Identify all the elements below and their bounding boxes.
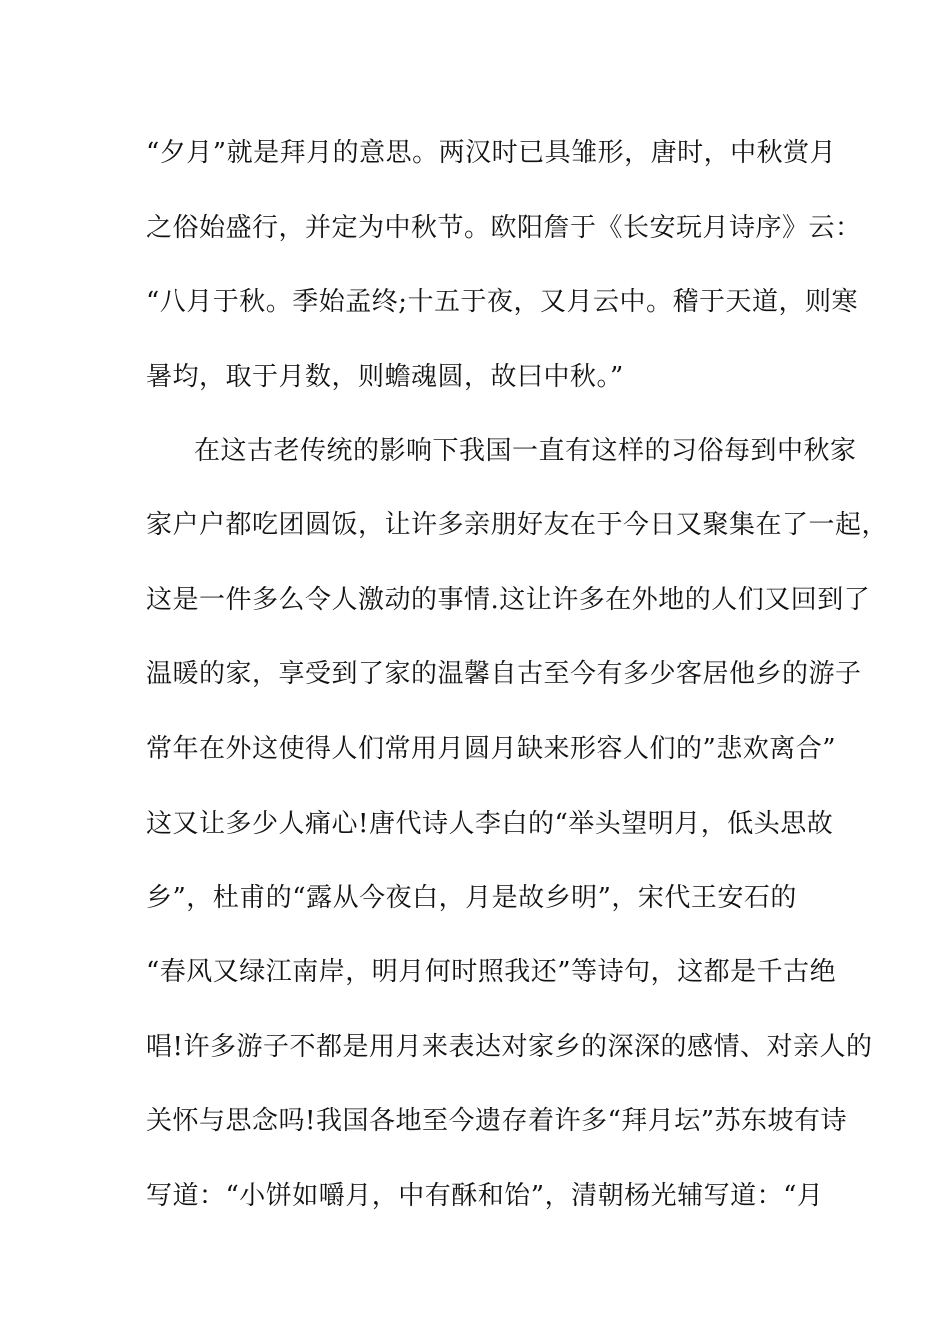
text-line: 乡”，杜甫的“露从今夜白，月是故乡明”，宋代王安石的: [146, 883, 797, 913]
text-line: 这又让多少人痛心!唐代诗人李白的“举头望明月，低头思故: [146, 809, 834, 839]
text-line: 写道：“小饼如嚼月，中有酥和饴”，清朝杨光辅写道：“月: [146, 1181, 824, 1211]
text-line: “夕月”就是拜月的意思。两汉时已具雏形，唐时，中秋赏月: [146, 138, 837, 168]
text-line: 之俗始盛行，并定为中秋节。欧阳詹于《长安玩月诗序》云：: [146, 213, 862, 243]
text-line: 温暖的家，享受到了家的温馨自古至今有多少客居他乡的游子: [146, 659, 862, 689]
text-line: 唱!许多游子不都是用月来表达对家乡的深深的感情、对亲人的: [146, 1032, 873, 1062]
paragraph-first-line: 在这古老传统的影响下我国一直有这样的习俗每到中秋家: [194, 436, 857, 466]
text-line: 这是一件多么令人激动的事情.这让许多在外地的人们又回到了: [146, 585, 871, 615]
text-line: 暑均，取于月数，则蟾魂圆，故曰中秋。”: [146, 362, 624, 392]
text-line: “八月于秋。季始孟终;十五于夜，又月云中。稽于天道，则寒: [146, 287, 859, 317]
text-line: 关怀与思念吗!我国各地至今遗存着许多“拜月坛”苏东坡有诗: [146, 1106, 848, 1136]
text-line: “春风又绿江南岸，明月何时照我还”等诗句，这都是千古绝: [146, 957, 837, 987]
text-line: 常年在外这使得人们常用月圆月缺来形容人们的”悲欢离合”: [146, 734, 837, 764]
text-line: 家户户都吃团圆饭，让许多亲朋好友在于今日又聚集在了一起，: [146, 510, 889, 540]
